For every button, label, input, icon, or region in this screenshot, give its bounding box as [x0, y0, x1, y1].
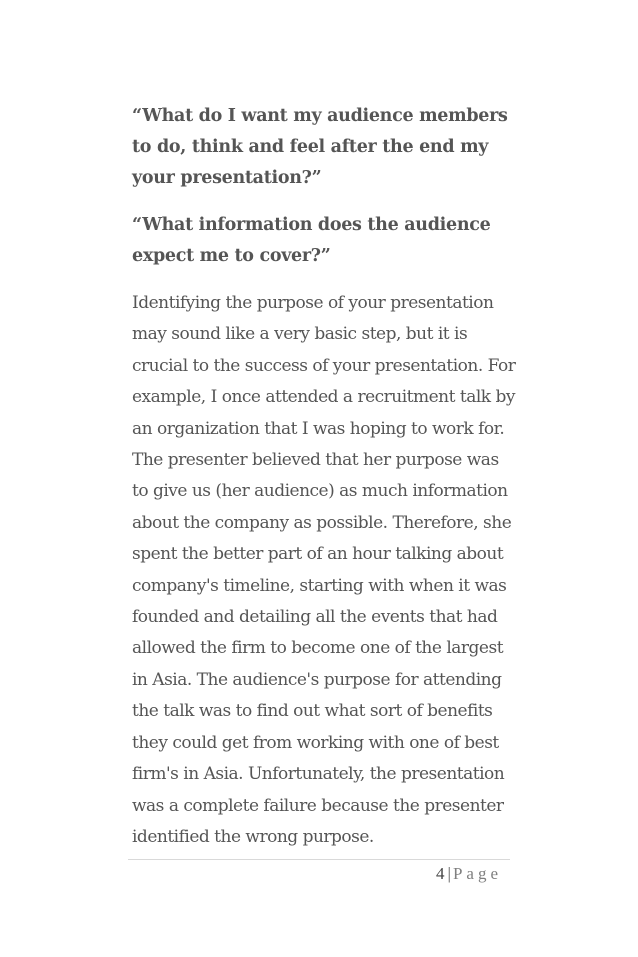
footer-separator: | [447, 864, 451, 883]
page-number: 4 [436, 864, 445, 883]
question-audience-expectations: “What information does the audience expect me to cover?” [132, 215, 491, 266]
body-paragraph: Identifying the purpose of your presentation may sound like a very basic step, but it is crucial to the success of your presentation. For example, I once attended a recruitment talk by an organization that I was hoping to work for. The presenter believed that her purpose was to give us (her audience) as much information about the company as possible. Therefore, she spent the better part of an hour talking about company's timeline, starting with when it was founded and detailing all the events that had allowed the firm to become one of the largest in Asia. The audience's purpose for attending the talk was to find out what sort of benefits they could get from working with one of best firm's in Asia. Unfortunately, the presentation was a complete failure because the presenter identified the wrong purpose. [132, 293, 516, 847]
page-footer [436, 863, 502, 885]
question-audience-goals: “What do I want my audience members to do, think and feel after the end my your presentation?” [132, 106, 508, 188]
footer-divider [128, 859, 510, 860]
page-content [132, 101, 517, 853]
page-label: Page [452, 864, 502, 883]
